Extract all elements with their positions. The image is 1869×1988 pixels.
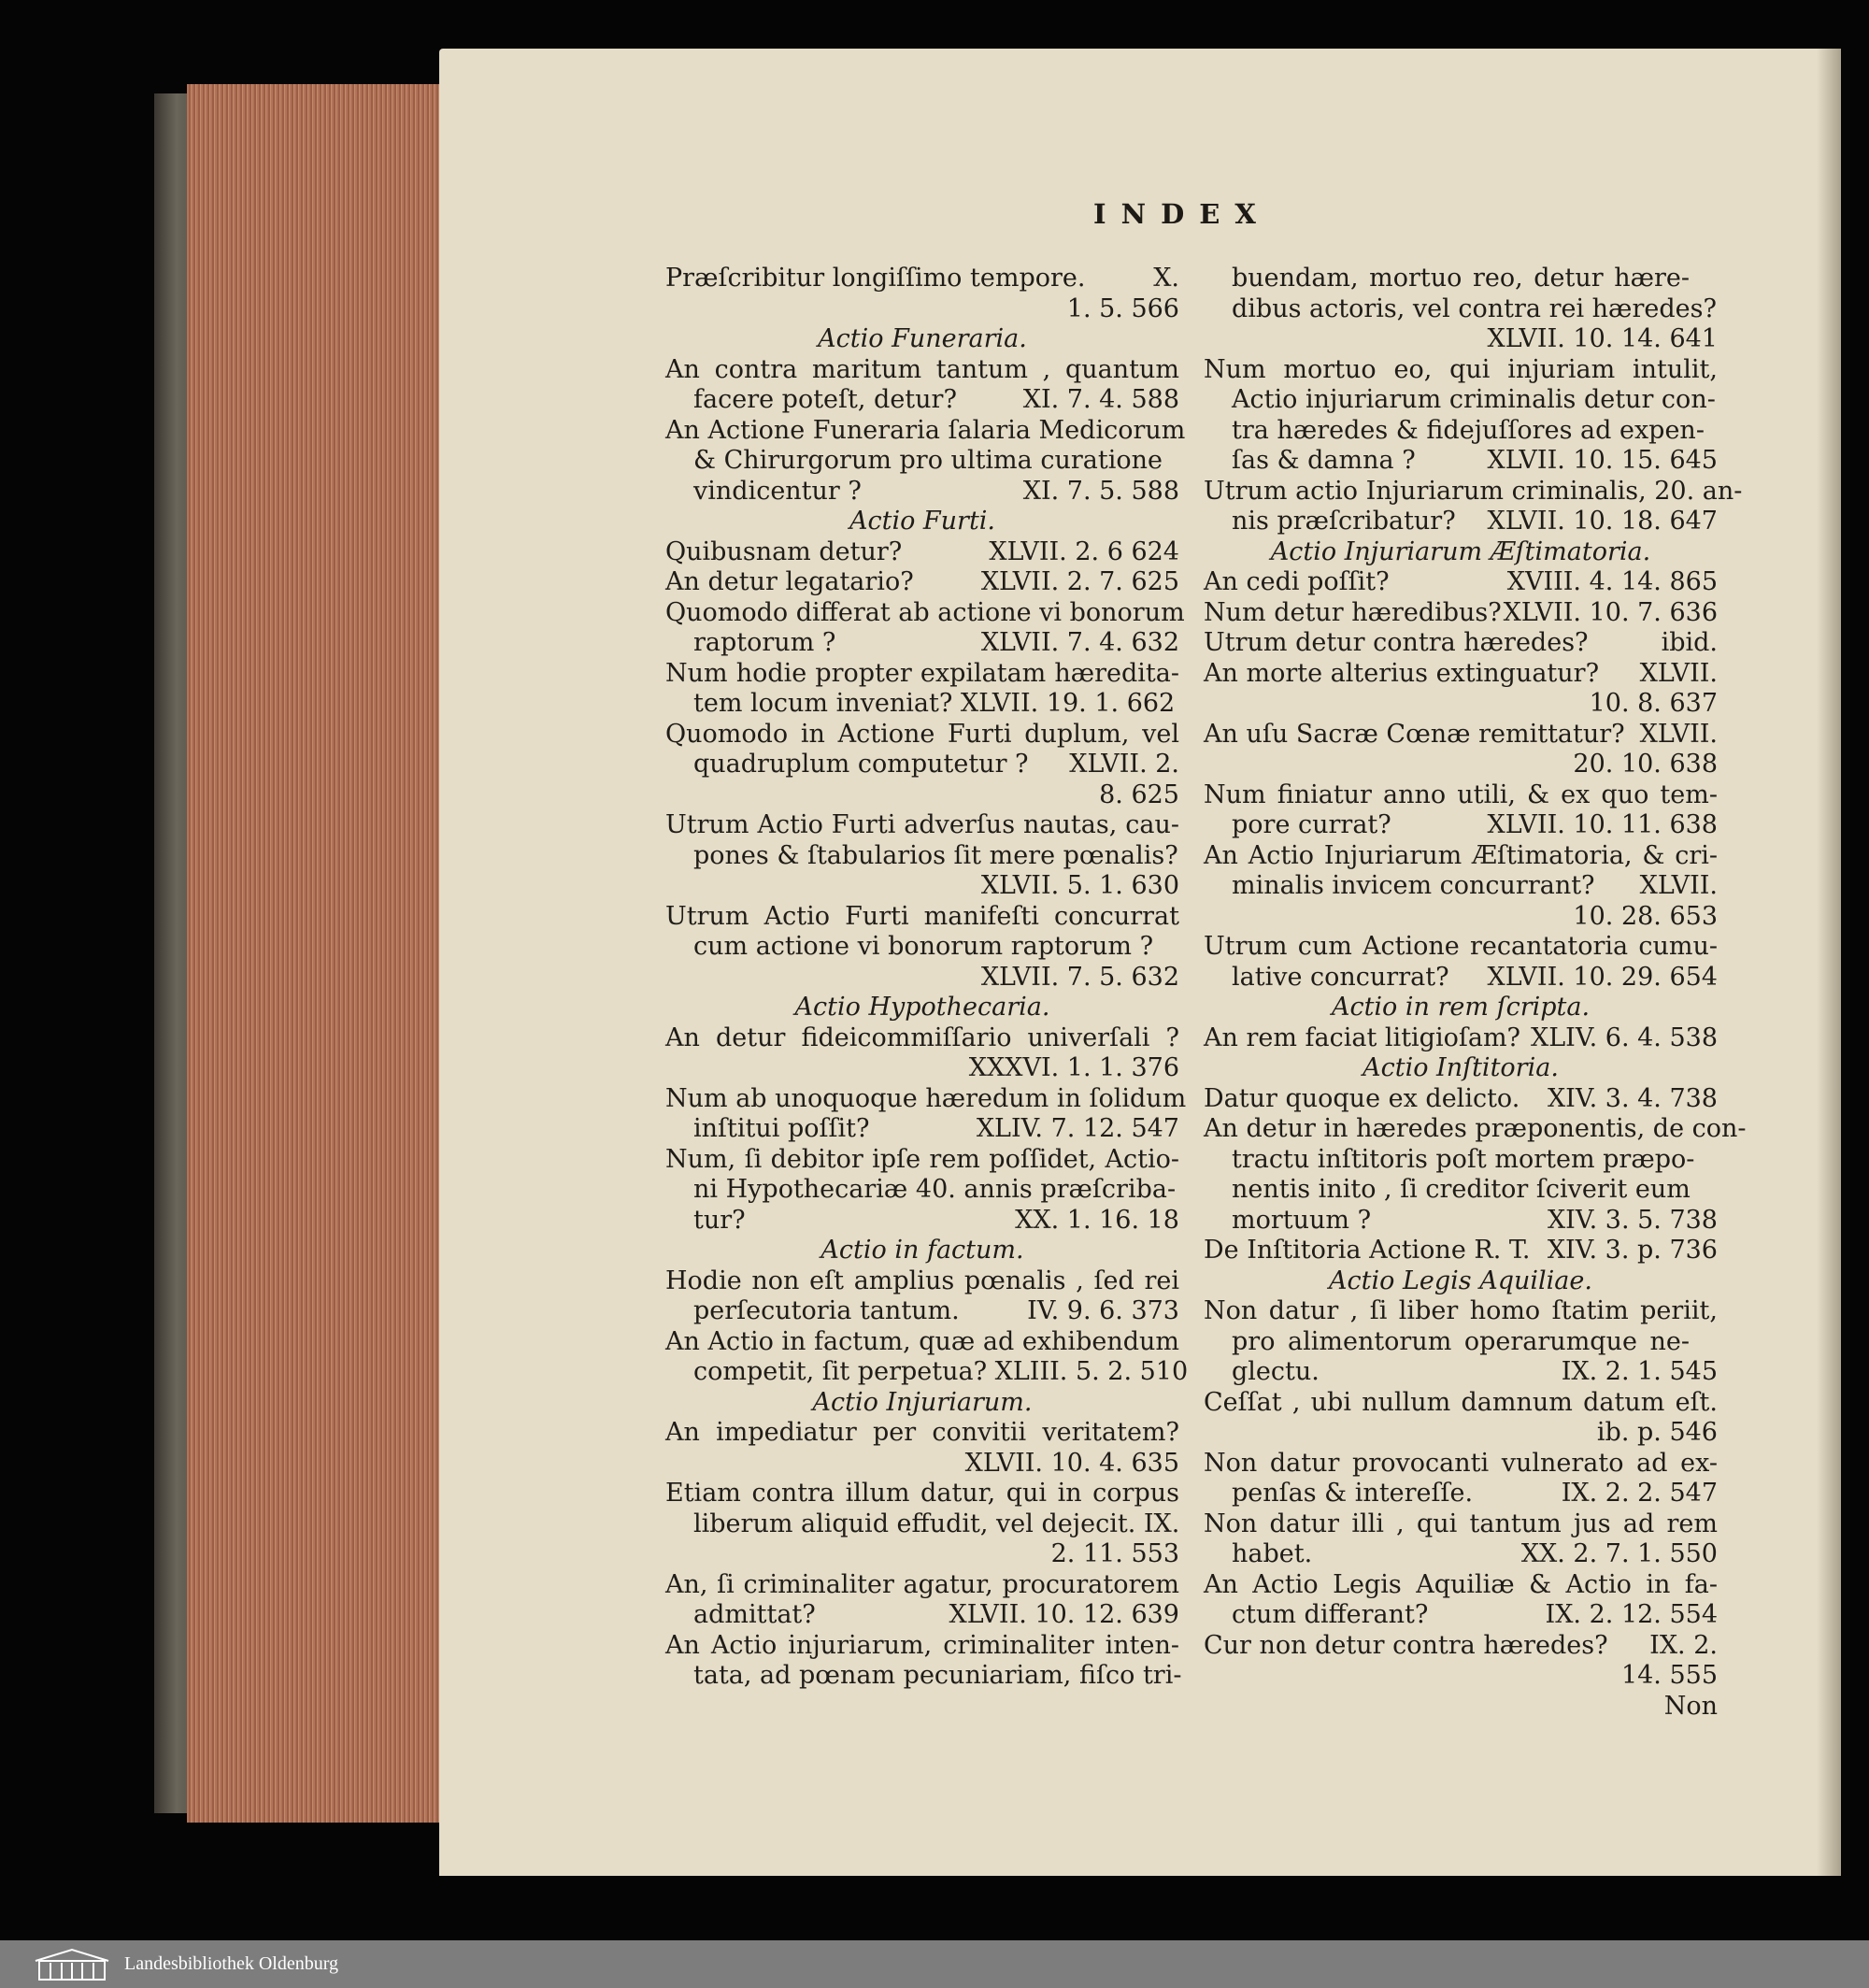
index-line [1204,416,1718,447]
index-text: Quomodo differat ab actione vi bonorum [665,597,1185,627]
index-text: pro alimentorum operarumque ne- [1232,1326,1690,1356]
index-text: Quomodo in Actione Furti duplum, vel [665,719,1179,749]
index-line [665,841,1179,872]
index-line [1204,1023,1718,1054]
index-line [1204,598,1718,629]
index-reference: X. [1153,264,1179,293]
index-line [665,355,1179,386]
index-line [665,1206,1179,1237]
index-text: Utrum Actio Furti adverſus nautas, cau- [665,810,1179,839]
index-reference: XLVII. 10. 18. 647 [1487,507,1718,536]
index-text: Actio Legis Aquiliae. [1329,1266,1592,1295]
index-text: vindicentur ? [693,476,862,506]
index-line [665,932,1179,963]
index-text: glectu. [1232,1357,1320,1386]
index-line [665,780,1179,811]
index-reference: IX. 2. [1649,1630,1718,1660]
index-text: ni Hypothecariæ 40. annis præſcriba- [693,1175,1177,1204]
index-line [665,567,1179,598]
index-line [1204,507,1718,537]
index-text: 10. 28. 653 [1573,901,1718,931]
index-line [1204,476,1743,508]
index-line [1204,1509,1718,1540]
index-text: Utrum cum Actione recantatoria cumu- [1204,932,1718,961]
index-line [1204,1570,1718,1601]
index-reference: XX. 2. 7. 1. 550 [1520,1539,1718,1568]
index-text: Actio in factum. [820,1236,1024,1265]
index-line [665,750,1179,780]
index-line [1204,902,1718,933]
index-text: Etiam contra illum datur, qui in corpus [665,1479,1179,1508]
index-reference: XI. 7. 5. 588 [1022,476,1179,506]
index-line [665,963,1179,994]
index-text: mortuum ? [1232,1205,1372,1235]
index-line [1204,446,1718,477]
index-reference: XLIV. 6. 4. 538 [1531,1023,1718,1052]
index-line [1204,1631,1718,1662]
index-text: Hodie non eſt amplius pœnalis , ſed rei [665,1266,1179,1295]
index-text: 14. 555 [1620,1661,1718,1690]
index-text: XXXVI. 1. 1. 376 [968,1053,1179,1082]
index-line [1204,1206,1718,1237]
index-line [665,810,1179,841]
index-text: buendam, mortuo reo, detur hære- [1232,264,1690,293]
index-text: Quibusnam detur? [665,536,903,566]
index-text: nentis inito , ſi creditor ſciverit eum [1232,1175,1691,1204]
index-text: Utrum Actio Furti manifeſti concurrat [665,901,1179,931]
index-line [1204,1357,1718,1388]
index-reference: XLVII. [1639,658,1718,688]
index-reference: XIV. 3. 4. 738 [1547,1083,1718,1113]
index-heading [665,507,1179,537]
index-text: An detur in hæredes præponentis, de con- [1204,1114,1747,1143]
index-text: tem locum inveniat? XLVII. 19. 1. 662 [693,689,1176,718]
index-line [1204,1539,1718,1570]
index-line [665,1023,1179,1054]
index-line [665,689,1179,720]
index-line [665,1145,1179,1176]
index-text: XLVII. 5. 1. 630 [980,871,1179,900]
index-text: Ceſſat , ubi nullum damnum datum eſt. [1204,1387,1718,1417]
index-line [665,1479,1179,1509]
index-line [665,385,1179,416]
index-heading [665,993,1179,1023]
index-reference: XLVII. 10. 11. 638 [1487,810,1718,839]
index-text: & Chirurgorum pro ultima curatione [693,446,1163,475]
index-text: An cedi poſſit? [1204,567,1390,596]
index-text: minalis invicem concurrant? [1232,871,1595,900]
index-text: Actio in rem ſcripta. [1331,993,1591,1022]
index-text: Non datur provocanti vulnerato ad ex- [1204,1448,1718,1478]
index-line [665,902,1179,933]
index-line [1204,1661,1718,1692]
index-line [665,1357,1189,1388]
index-reference: XVIII. 4. 14. 865 [1506,567,1718,596]
index-line [665,1083,1187,1115]
index-reference: XLVII. [1639,719,1718,749]
index-text: Non datur , ſi liber homo ſtatim periit, [1204,1296,1718,1325]
index-line [1204,720,1718,751]
index-text: An rem faciat litigioſam? [1204,1023,1521,1052]
index-line [665,1509,1179,1540]
index-reference: XLVII. 10. 12. 639 [949,1600,1179,1629]
index-line [665,446,1179,477]
index-line [1204,1449,1718,1480]
index-line [665,597,1185,629]
index-line [1204,780,1718,811]
index-text: tra hæredes & fidejuſſores ad expen- [1232,415,1705,445]
index-line [1204,1692,1718,1723]
index-text: lative concurrat? [1232,962,1449,992]
index-text: nis præſcribatur? [1232,507,1456,536]
index-line [1204,689,1718,720]
index-line [665,1053,1179,1084]
index-line [1204,324,1718,355]
index-reference: XLVII. 7. 4. 632 [980,628,1179,657]
index-line [1204,355,1718,386]
index-text: pones & ſtabularios ſit mere pœnalis? [693,840,1178,870]
index-line [1204,871,1718,902]
index-reference: XLIV. 7. 12. 547 [976,1114,1179,1143]
index-line [665,415,1186,447]
index-line [665,1631,1179,1662]
index-text: Actio Furti. [849,507,996,536]
index-text: tur? [693,1205,746,1235]
index-text: XLVII. 7. 5. 632 [980,962,1179,992]
index-text: An Actio in factum, quæ ad exhibendum [665,1326,1179,1356]
index-text: An, ſi criminaliter agatur, procuratorem [665,1569,1179,1599]
index-line [1204,659,1718,690]
index-text: Actio Injuriarum Æſtimatoria. [1270,536,1651,566]
index-line [1204,963,1718,994]
index-reference: XLVII. 2. [1069,750,1179,779]
index-text: 10. 8. 637 [1589,689,1718,718]
index-line [665,537,1179,568]
index-line [665,1418,1179,1449]
index-reference: IX. 2. 12. 554 [1545,1600,1718,1629]
index-text: Utrum actio Injuriarum criminalis, 20. an- [1204,476,1743,506]
index-line [665,264,1179,294]
index-heading [665,324,1179,355]
index-text: An detur fideicommiſſario univerſali ? [665,1023,1179,1052]
index-line [1204,294,1718,325]
index-text: Non [1663,1691,1718,1721]
index-line [665,1600,1179,1631]
index-text: Num hodie propter expilatam hæredita- [665,658,1179,688]
index-reference: XLVII. [1639,871,1718,900]
index-line [1204,1418,1718,1449]
index-text: Actio Hypothecaria. [794,993,1050,1022]
index-line [1204,750,1718,780]
index-text: An morte alterius extinguatur? [1204,658,1600,688]
index-line [1204,1145,1718,1176]
index-reference: IX. 2. 2. 547 [1561,1479,1718,1508]
index-line [665,477,1179,508]
index-line [665,1266,1179,1297]
index-line [1204,932,1718,963]
index-text: Actio injuriarum criminalis detur con- [1232,385,1716,414]
index-text: Datur quoque ex delicto. [1204,1083,1520,1113]
index-reference: XLVII. 10. 29. 654 [1487,962,1718,992]
index-line [665,1114,1179,1145]
index-heading [1204,993,1718,1023]
index-line [665,720,1179,751]
index-text: XLVII. 10. 14. 641 [1487,324,1718,353]
left-column [665,264,1189,1692]
index-line [665,294,1179,325]
index-text: Præſcribitur longiſſimo tempore. [665,264,1086,293]
index-reference: XLVII. 10. 15. 645 [1487,446,1718,475]
index-line [1204,628,1718,659]
page-edges [187,84,445,1823]
index-text: Non datur illi , qui tantum jus ad rem [1204,1509,1718,1538]
index-text: An Actio Legis Aquiliæ & Actio in fa- [1204,1569,1718,1599]
index-line [1204,1175,1718,1206]
index-line [665,1175,1179,1206]
footer-bar [0,1940,1869,1988]
index-line [665,1449,1179,1480]
index-line [665,1661,1182,1692]
index-text: cum actione vi bonorum raptorum ? [693,932,1154,961]
index-reference: XLVII. 2. 7. 625 [980,567,1179,596]
index-line [1204,1236,1718,1266]
index-reference: XLVII. 10. 7. 636 [1503,597,1718,627]
index-line [1204,1479,1718,1509]
index-reference: IX. 2. 1. 545 [1561,1357,1718,1386]
index-line [1204,1327,1718,1358]
index-text: 8. 625 [1099,779,1179,809]
index-line [665,1296,1179,1327]
index-reference: XI. 7. 4. 588 [1022,385,1179,414]
index-reference: XIV. 3. 5. 738 [1547,1205,1718,1235]
index-heading [665,1236,1179,1266]
index-text: Actio Injuriarum. [812,1387,1033,1417]
index-text: pore currat? [1232,810,1391,839]
index-text: Num finiatur anno utili, & ex quo tem- [1204,779,1718,809]
index-text: 1. 5. 566 [1066,293,1179,323]
index-text: An detur legatario? [665,567,914,596]
index-line [1204,385,1718,416]
index-line [665,1539,1179,1570]
index-line [1204,1114,1747,1145]
index-text: Utrum detur contra hæredes? [1204,628,1589,657]
index-text: An uſu Sacræ Cœnæ remittatur? [1204,719,1625,749]
library-building-logo-icon [32,1946,112,1982]
index-reference: ibid. [1661,628,1718,657]
index-text: inſtitui poſſit? [693,1114,870,1143]
index-text: ſas & damna ? [1232,446,1416,475]
index-heading [665,1388,1179,1419]
index-text: raptorum ? [693,628,836,657]
index-text: Num detur hæredibus? [1204,597,1502,627]
index-reference: XLVII. 2. 6 624 [989,536,1179,566]
index-line [1204,841,1718,872]
index-text: An Actio injuriarum, criminaliter inten- [665,1630,1179,1660]
index-text: facere poteſt, detur? [693,385,957,414]
index-heading [1204,537,1718,568]
index-line [665,659,1179,690]
index-line [665,1570,1179,1601]
index-text: Actio Inſtitoria. [1363,1053,1559,1082]
page-header: INDEX [1093,198,1271,230]
index-text: habet. [1232,1539,1313,1568]
index-text: admittat? [693,1600,816,1629]
index-line [1204,1388,1718,1419]
index-text: liberum aliquid effudit, vel dejecit. IX. [693,1509,1180,1538]
index-text: De Inſtitoria Actione R. T. [1204,1236,1531,1265]
index-text: An Actione Funeraria ſalaria Medicorum [665,415,1186,445]
index-text: Num mortuo eo, qui injuriam intulit, [1204,354,1718,384]
index-reference: XX. 1. 16. 18 [1015,1205,1179,1235]
index-text: An Actio Injuriarum Æſtimatoria, & cri- [1204,840,1718,870]
index-text: 2. 11. 553 [1050,1539,1179,1568]
index-text: Num ab unoquoque hæredum in ſolidum [665,1083,1187,1113]
index-text: tractu inſtitoris poſt mortem præpo- [1232,1144,1695,1174]
index-text: ib. p. 546 [1596,1418,1718,1447]
index-text: perſecutoria tantum. [693,1296,960,1325]
index-line [1204,1600,1718,1631]
index-text: XLVII. 10. 4. 635 [964,1448,1179,1478]
index-text: ctum differant? [1232,1600,1429,1629]
index-text: An contra maritum tantum , quantum [665,354,1179,384]
index-text: penſas & intereſſe. [1232,1479,1474,1508]
index-line [665,1327,1179,1358]
index-line [1204,1296,1718,1327]
index-heading [1204,1053,1718,1084]
right-column [1204,264,1747,1722]
index-line [1204,1084,1718,1115]
index-line [665,871,1179,902]
library-name: Landesbibliothek Oldenburg [124,1953,339,1974]
index-heading [1204,1266,1718,1297]
index-line [1204,264,1718,294]
index-text: Actio Funeraria. [818,324,1027,353]
index-text: tata, ad pœnam pecuniariam, fiſco tri- [693,1661,1182,1690]
index-reference: XIV. 3. p. 736 [1547,1236,1718,1265]
index-text: dibus actoris, vel contra rei hæredes? [1232,293,1717,323]
index-text: Cur non detur contra hæredes? [1204,1630,1608,1660]
index-reference: IV. 9. 6. 373 [1027,1296,1179,1325]
index-text: An impediatur per convitii veritatem? [665,1418,1179,1447]
index-line [1204,810,1718,841]
index-text: quadruplum computetur ? [693,750,1029,779]
index-text: 20. 10. 638 [1573,750,1718,779]
index-text: competit, ſit perpetua? XLIII. 5. 2. 510 [693,1357,1189,1386]
index-line [665,628,1179,659]
index-line [1204,567,1718,598]
index-text: Num, ſi debitor ipſe rem poſſidet, Actio- [665,1144,1179,1174]
